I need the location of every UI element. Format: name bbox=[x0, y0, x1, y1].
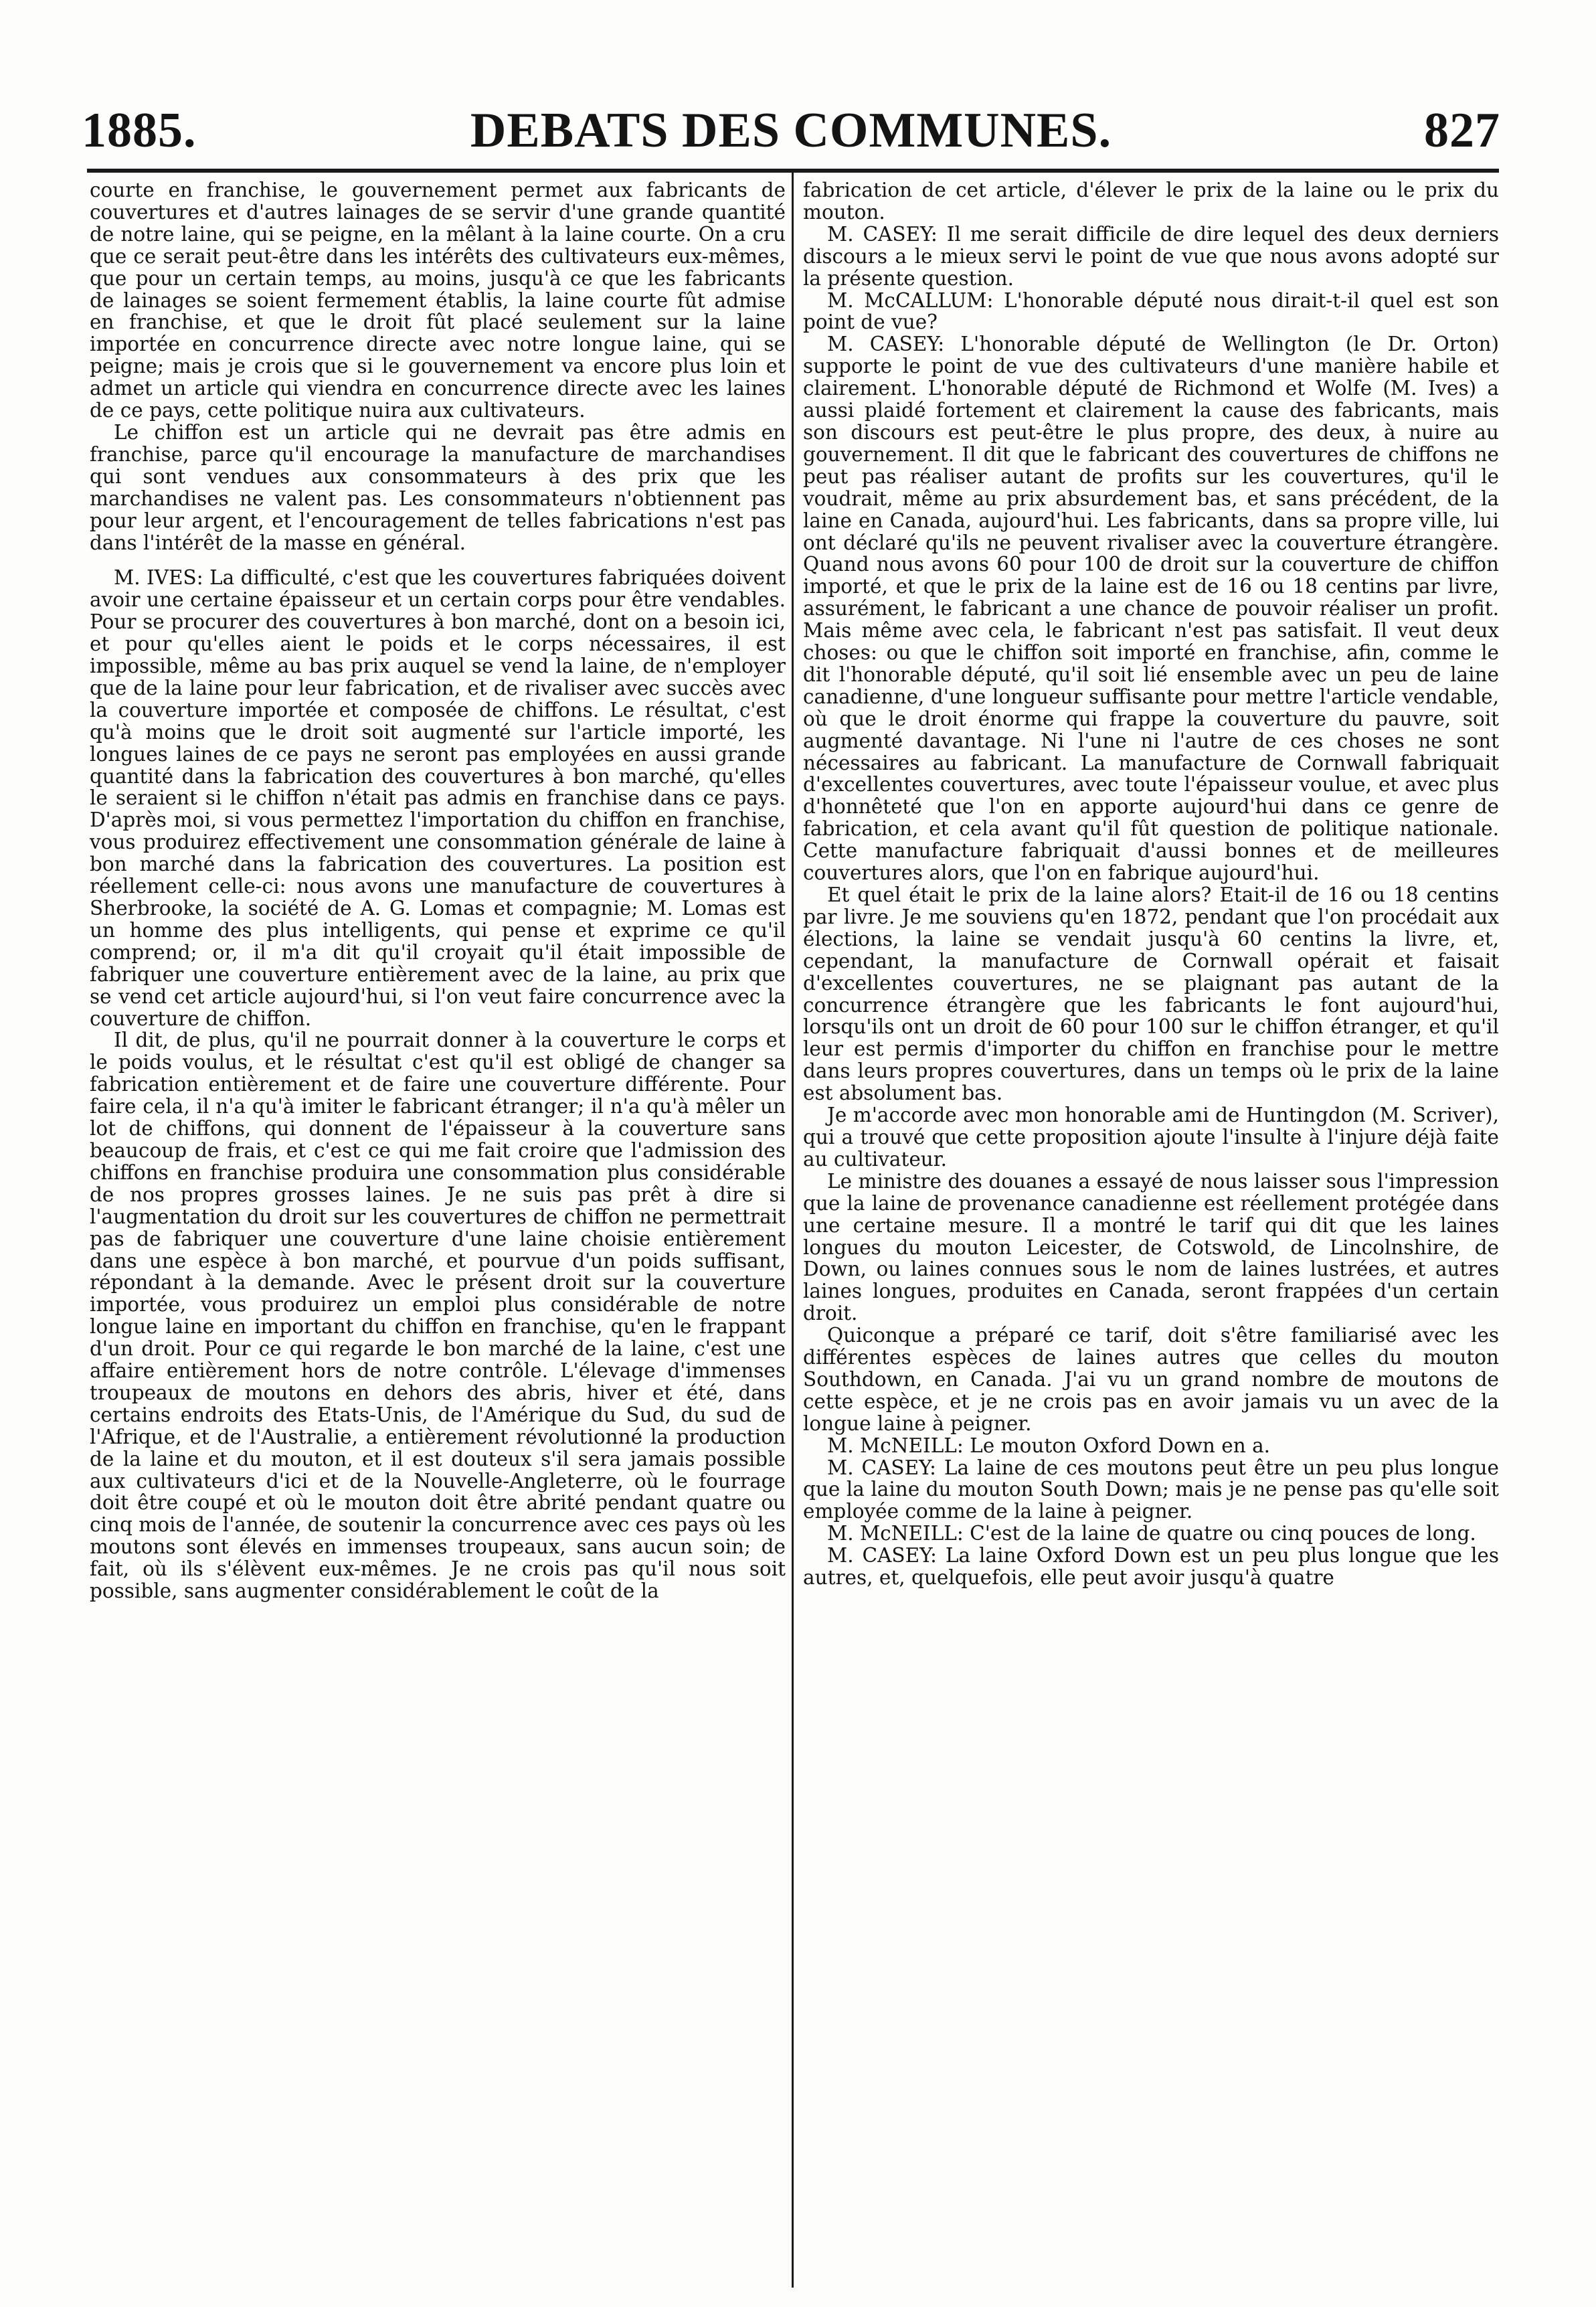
right-paragraph-7: Le ministre des douanes a essayé de nous laisser sous l'impression que la laine de provenance canadienne est réellement protégée dans une certaine mesure. Il a montré le tarif qui dit que les laines longues du mouton Leicester, de Cotswold, de Lincolnshire, de Down, ou laines connues sous le nom de laines lustrées, et autres laines longues, produites en Canada, seront frappées d'un certain droit. bbox=[803, 1169, 1499, 1325]
right-paragraph-3: M. McCALLUM: L'honorable député nous dirait-t-il quel est son point de vue? bbox=[803, 288, 1499, 334]
header-title: DEBATS DES COMMUNES. bbox=[470, 103, 1112, 158]
right-paragraph-6: Je m'accorde avec mon honorable ami de Huntingdon (M. Scriver), qui a trouvé que cette proposition ajoute l'insulte à l'injure déjà faite au cultivateur. bbox=[803, 1104, 1499, 1171]
right-paragraph-9: M. McNEILL: Le mouton Oxford Down en a. bbox=[827, 1434, 1271, 1457]
left-paragraph-2: Le chiffon est un article qui ne devrait pas être admis en franchise, parce qu'il encourage la manufacture de marchandises qui sont vendues aux consommateurs à des prix que les marchandises ne valent pas. Les consommateurs n'obtiennent pas pour leur argent, et l'encouragement de telles fabrications n'est pas dans l'intérêt de la masse en général. bbox=[90, 420, 786, 554]
right-paragraph-11: M. McNEILL: C'est de la laine de quatre ou cinq pouces de long. bbox=[827, 1522, 1476, 1545]
column-divider bbox=[792, 173, 794, 2288]
left-column bbox=[90, 179, 786, 1602]
left-paragraph-3: M. IVES: La difficulté, c'est que les couvertures fabriquées doivent avoir une certaine épaisseur et un certain corps pour être vendables. Pour se procurer des couvertures à bon marché, dont on a besoin ici, et pour qu'elles aient le poids et le corps nécessaires, il est impossible, même au bas prix auquel se vend la laine, de n'employer que de la laine pour leur fabrication, et de rivaliser avec succès avec la couverture importée et composée de chiffons. Le résultat, c'est qu'à moins que le droit soit augmenté sur l'article importé, les longues laines de ce pays ne seront pas employées en aussi grande quantité dans la fabrication des couvertures à bon marché, qu'elles le seraient si le chiffon n'était pas admis en franchise dans ce pays. D'après moi, si vous permettez l'importation du chiffon en franchise, vous produirez effectivement une consommation générale de laine à bon marché dans la fabrication des couvertures. La position est réellement celle-ci: nous avons une manufacture de couvertures à Sherbrooke, la société de A. G. Lomas et compagnie; M. Lomas est un homme des plus intelligents, qui pense et exprime ce qu'il comprend; or, il m'a dit qu'il croyait qu'il était impossible de fabriquer une couverture entièrement avec de la laine, au prix que se vend cet article aujourd'hui, si l'on veut faire concurrence avec la couverture de chiffon. bbox=[90, 566, 786, 1030]
right-paragraph-12: M. CASEY: La laine Oxford Down est un peu plus longue que les autres, et, quelquefois, elle peut avoir jusqu'à quatre bbox=[803, 1544, 1499, 1590]
header-year: 1885. bbox=[82, 103, 197, 158]
right-paragraph-2: M. CASEY: Il me serait difficile de dire lequel des deux derniers discours a le mieux servi le point de vue que nous avons adopté sur la présente question. bbox=[803, 222, 1499, 290]
left-paragraph-1: courte en franchise, le gouvernement permet aux fabricants de couvertures et d'autres lainages de se servir d'une grande quantité de notre laine, qui se peigne, en la mêlant à la laine courte. On a cru que ce serait peut-être dans les intérêts des cultivateurs eux-mêmes, que pour un certain temps, au moins, jusqu'à ce que les fabricants de lainages se soient fermement établis, la laine courte fût admise en franchise, et que le droit fût placé seulement sur la laine importée en concurrence directe avec notre longue laine, qui se peigne; mais je crois que si le gouvernement va encore plus loin et admet un article qui viendra en concurrence directe avec les laines de ce pays, cette politique nuira aux cultivateurs. bbox=[90, 179, 786, 422]
right-paragraph-8: Quiconque a préparé ce tarif, doit s'être familiarisé avec les différentes espèces de laines autres que celles du mouton Southdown, en Canada. J'ai vu un grand nombre de moutons de cette espèce, et je ne crois pas en avoir jamais vu un avec de la longue laine à peigner. bbox=[803, 1324, 1499, 1435]
right-paragraph-4: M. CASEY: L'honorable député de Wellington (le Dr. Orton) supporte le point de vue des cultivateurs d'une manière habile et clairement. L'honorable député de Richmond et Wolfe (M. Ives) a aussi plaidé fortement et clairement la cause des fabricants, mais son discours est peut-être le plus propre, des deux, à nuire au gouvernement. Il dit que le fabricant des couvertures de chiffons ne peut pas réaliser autant de profits sur les couvertures, qu'il le voudrait, même au prix absurdement bas, et sans précédent, de la laine en Canada, aujourd'hui. Les fabricants, dans sa propre ville, lui ont déclaré qu'ils ne peuvent rivaliser avec la couverture étrangère. Quand nous avons 60 pour 100 de droit sur la couverture de chiffon importé, et que le prix de la laine est de 16 ou 18 centins par livre, assurément, le fabricant a une chance de pouvoir réaliser un profit. Mais même avec cela, le fabricant n'est pas satisfait. Il veut deux choses: ou que le chiffon soit importé en franchise, afin, comme le dit l'honorable député, qu'il soit lié ensemble avec un peu de laine canadienne, d'une longueur suffisante pour mettre l'article vendable, où que le droit énorme qui frappe la couverture du pauvre, soit augmenté davantage. Ni l'une ni l'autre de ces choses ne sont nécessaires au fabricant. La manufacture de Cornwall fabriquait d'excellentes couvertures, avec toute l'épaisseur voulue, et avec plus d'honnêteté que l'on en apporte aujourd'hui dans ce genre de fabrication, et cela avant qu'il fût question de politique nationale. Cette manufacture fabriquait d'aussi bonnes et de meilleures couvertures alors, que l'on en fabrique aujourd'hui. bbox=[803, 333, 1499, 885]
left-paragraph-4: Il dit, de plus, qu'il ne pourrait donner à la couverture le corps et le poids voulus, et le résultat c'est qu'il est obligé de changer sa fabrication entièrement et de faire une couverture différente. Pour faire cela, il n'a qu'à imiter le fabricant étranger; il n'a qu'à mêler un lot de chiffons, qui donnent de l'épaisseur à la couverture sans beaucoup de frais, et c'est ce qui me fait croire que l'admission des chiffons en franchise produira une consommation plus considérable de nos propres grosses laines. Je ne suis pas prêt à dire si l'augmentation du droit sur les couvertures de chiffon ne permettrait pas de fabriquer une couverture d'une laine choisie entièrement dans une espèce à bon marché, et pourvue d'un poids suffisant, répondant à la demande. Avec le présent droit sur la couverture importée, vous produirez un emploi plus considérable de notre longue laine en important du chiffon en franchise, qu'en le frappant d'un droit. Pour ce qui regarde le bon marché de la laine, c'est une affaire entièrement hors de notre contrôle. L'élevage d'immenses troupeaux de moutons en dehors des abris, hiver et été, dans certains endroits des Etats-Unis, de l'Amérique du Sud, du sud de l'Afrique, et de l'Australie, a entièrement révolutionné la production de la laine et du mouton, et il est douteux s'il sera jamais possible aux cultivateurs d'ici et de la Nouvelle-Angleterre, où le fourrage doit être coupé et où le mouton doit être abrité pendant quatre ou cinq mois de l'année, de soutenir la concurrence avec ces pays où les moutons sont élevés en immenses troupeaux, sans aucun soin; de fait, où ils s'élèvent eux-mêmes. Je ne crois pas qu'il nous soit possible, sans augmenter considérablement le coût de la bbox=[90, 1029, 786, 1603]
right-paragraph-10: M. CASEY: La laine de ces moutons peut être un peu plus longue que la laine du mouton South Down; mais je ne pense pas qu'elle soit employée comme de la laine à peigner. bbox=[803, 1456, 1499, 1523]
right-paragraph-1: fabrication de cet article, d'élever le prix de la laine ou le prix du mouton. bbox=[803, 179, 1499, 224]
header-page-number: 827 bbox=[1424, 103, 1500, 158]
right-paragraph-5: Et quel était le prix de la laine alors? Etait-il de 16 ou 18 centins par livre. Je me souviens qu'en 1872, pendant que l'on procédait aux élections, la laine se vendait jusqu'à 60 centins la livre, et, cependant, la manufacture de Cornwall opérait et faisait d'excellentes couvertures, ne se plaignant pas autant de la concurrence étrangère que les fabricants le font aujourd'hui, lorsqu'ils ont un droit de 60 pour 100 sur le chiffon étranger, et qu'il leur est permis d'importer du chiffon en franchise pour le mettre dans leurs propres couvertures, dans un temps où le prix de la laine est absolument bas. bbox=[803, 883, 1499, 1105]
page-header bbox=[82, 100, 1500, 161]
right-column bbox=[803, 179, 1499, 1589]
